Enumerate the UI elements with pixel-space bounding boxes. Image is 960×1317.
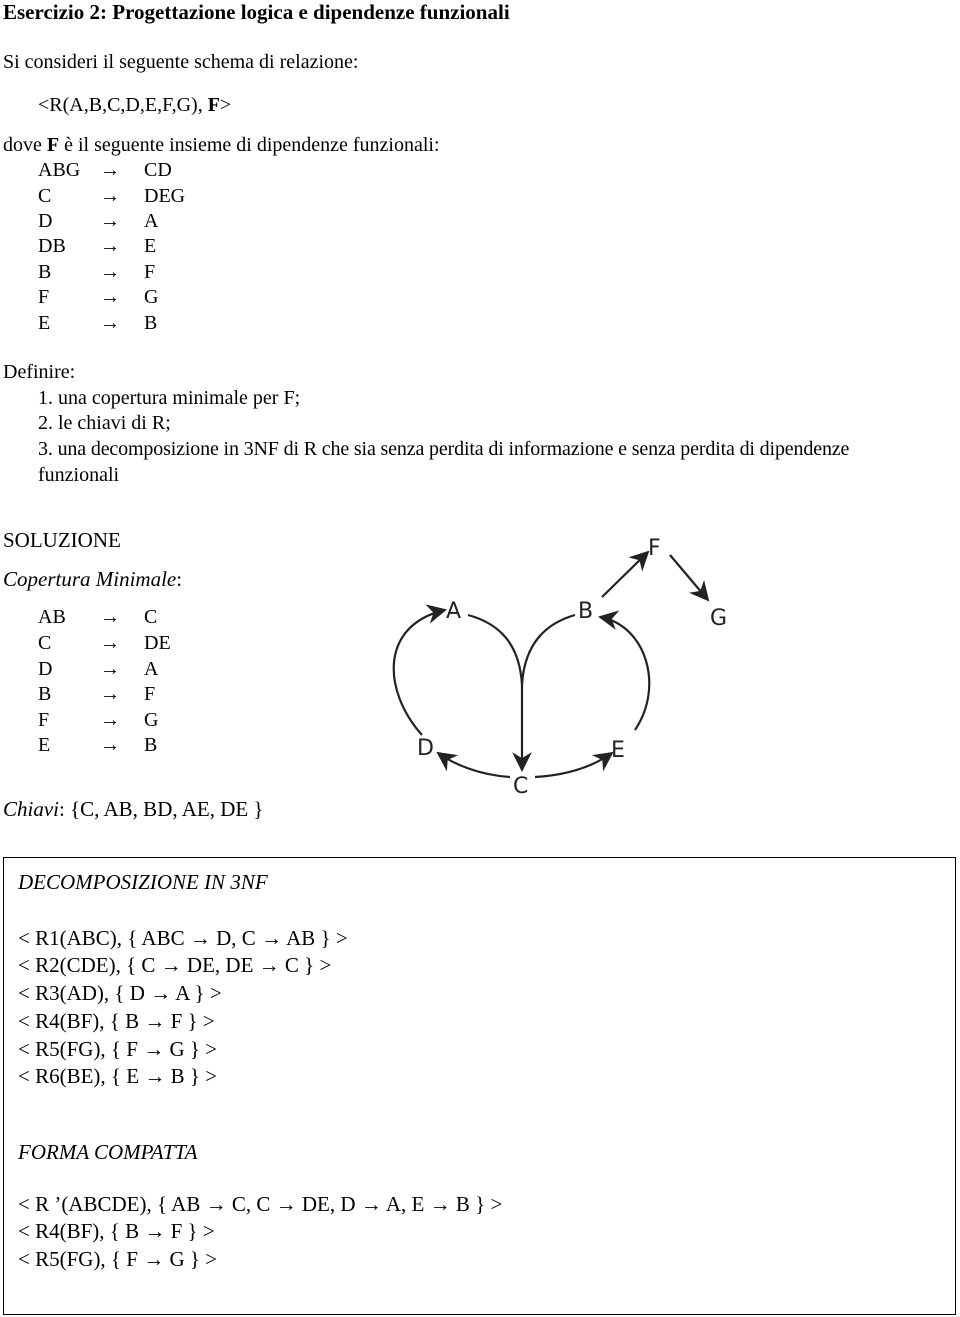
fd-rhs: G [144,286,159,308]
fd-row [38,735,157,755]
fd-lhs: ABG [38,159,81,181]
node-b: B [578,599,594,624]
fd-rhs: F [144,683,156,705]
arrow-icon: → [100,606,120,628]
fd-intro [3,135,440,155]
fd-lhs: E [38,312,51,334]
task-text: una copertura minimale per F; [58,387,301,409]
compact-title: FORMA COMPATTA [18,1140,198,1164]
decomposition-box [3,857,956,1315]
decomposition-line: < R1(ABC), { ABC → D, C → AB } > [18,926,348,950]
fd-row [38,659,158,679]
fd-rhs: CD [144,159,172,181]
fd-rhs: F [144,261,156,283]
node-g: G [710,606,728,631]
arrow-icon: → [100,235,120,257]
arrow-icon: → [100,210,120,232]
compact-line: < R5(FG), { F → G } > [18,1247,218,1271]
decomposition-line: < R5(FG), { F → G } > [18,1037,218,1061]
keys-label: Chiavi [3,797,59,821]
fd-lhs: DB [38,235,66,257]
define-label: Definire: [3,361,76,383]
fd-row [38,607,157,627]
fd-intro-prefix: dove [3,134,47,156]
arrow-icon: → [100,159,120,181]
min-cover-label: Copertura Minimale [3,567,177,591]
keys-value: : {C, AB, BD, AE, DE } [59,797,264,821]
task-text: le chiavi di R; [58,412,171,434]
arrow-icon: → [100,683,120,705]
dependency-graph [380,525,750,800]
edge-c-e [535,753,612,777]
fd-rhs: A [144,658,159,680]
arrow-icon: → [100,734,120,756]
page-title: Esercizio 2: Progettazione logica e dipendenze funzionali [3,0,510,24]
arrow-icon: → [100,709,120,731]
relation-schema-text: <R(A,B,C,D,E,F,G), F> [38,94,232,116]
relation-schema [38,95,231,115]
fd-rhs: B [144,734,158,756]
fd-lhs: AB [38,606,66,628]
edge-e-b [600,617,649,730]
decomposition-line: < R3(AD), { D → A } > [18,981,222,1005]
fd-lhs: F [38,286,50,308]
colon: : [176,567,183,591]
fd-row [38,236,156,256]
arrow-icon: → [100,632,120,654]
fd-row [38,186,185,206]
solution-label: SOLUZIONE [3,528,121,552]
fd-row [38,160,172,180]
fd-lhs: C [38,632,52,654]
fd-rhs: DEG [144,185,186,207]
decomposition-line: < R2(CDE), { C → DE, DE → C } > [18,953,332,977]
fd-row [38,211,158,231]
task-item [38,439,849,459]
task-text: una decomposizione in 3NF di R che sia senza perdita di informazione e senza perdita di dipendenze [57,438,850,460]
task-number: 1. [38,387,53,409]
node-c: C [513,774,529,799]
edge-b-c [522,615,575,685]
compact-line: < R4(BF), { B → F } > [18,1219,215,1243]
fd-lhs: C [38,185,52,207]
fd-rhs: G [144,709,159,731]
decomposition-title: DECOMPOSIZIONE IN 3NF [18,870,268,894]
node-e: E [611,738,625,763]
keys-line [3,799,264,820]
task-number: 3. [38,438,53,460]
fd-row [38,262,155,282]
fd-intro-suffix: è il seguente insieme di dipendenze funzionali: [59,134,440,156]
fd-lhs: B [38,683,52,705]
fd-row [38,710,158,730]
decomposition-line: < R6(BE), { E → B } > [18,1064,218,1088]
arrow-icon: → [100,261,120,283]
arrow-icon: → [100,658,120,680]
edge-b-f [602,552,648,597]
decomposition-line: < R4(BF), { B → F } > [18,1009,215,1033]
edge-d-a [394,610,445,735]
fd-row [38,287,158,307]
task-number: 2. [38,412,53,434]
node-a: A [446,599,462,624]
fd-rhs: A [144,210,159,232]
arrow-icon: → [100,286,120,308]
intro-text: Si consideri il seguente schema di relazione: [3,51,359,73]
arrow-icon: → [100,312,120,334]
task-continuation: funzionali [38,464,120,486]
compact-line: < R ’(ABCDE), { AB → C, C → DE, D → A, E → B } > [18,1192,503,1216]
edge-a-c [468,615,522,770]
fd-lhs: B [38,261,52,283]
min-cover-heading [3,569,182,590]
task-item [38,388,300,408]
task-item [38,413,171,433]
fd-rhs: B [144,312,158,334]
node-f: F [648,536,661,561]
fd-rhs: E [144,235,157,257]
arrow-icon: → [100,185,120,207]
fd-rhs: C [144,606,158,628]
fd-lhs: F [38,709,50,731]
fd-intro-bold: F [46,134,60,156]
fd-row [38,313,157,333]
edge-f-g [670,555,708,600]
fd-row [38,633,171,653]
fd-lhs: E [38,734,51,756]
fd-lhs: D [38,658,53,680]
edge-c-d [438,753,510,777]
fd-rhs: DE [144,632,171,654]
schema-fd-set: F [207,94,220,116]
fd-row [38,684,155,704]
fd-lhs: D [38,210,53,232]
node-d: D [417,736,434,761]
